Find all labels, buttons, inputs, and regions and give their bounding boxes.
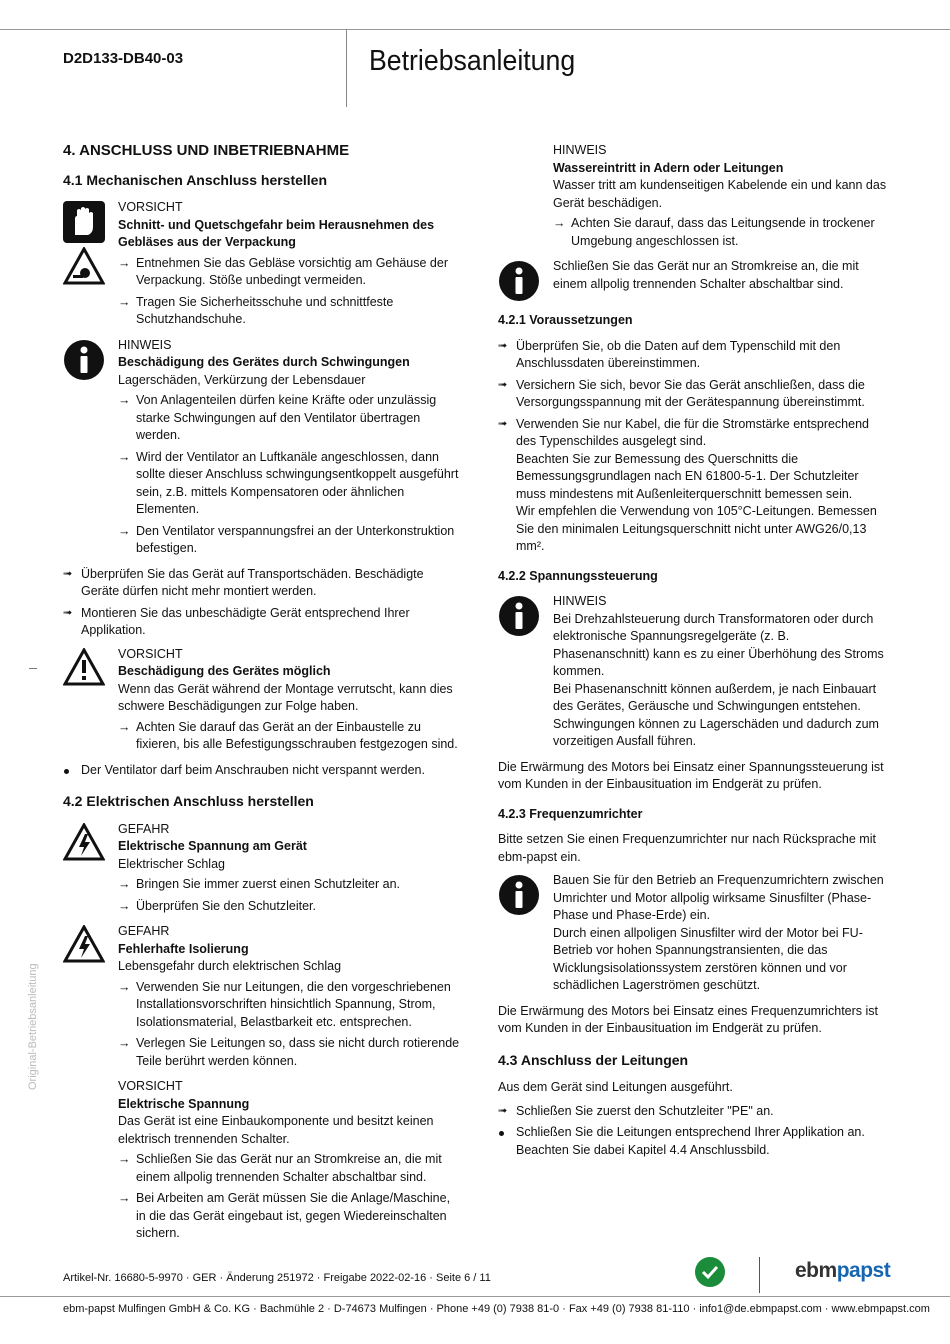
caution-callout-damage: VORSICHT Beschädigung des Gerätes möglich Wenn das Gerät während der Montage verrutscht, kann dies schwere Beschädigungen zur Folge haben. → Achten Sie darauf das Gerät an der Einbaustelle zu fixieren, bis alle Befestigungsschrauben festgezogen sind. [63,646,463,754]
model-number: D2D133-DB40-03 [63,50,184,67]
list-item: ➟ Schließen Sie zuerst den Schutzleiter "PE" an. [498,1103,774,1118]
danger-callout-insulation: GEFAHR Fehlerhafte Isolierung Lebensgefahr durch elektrischen Schlag → Verwenden Sie nur Leitungen, die den vorgeschriebenen Installationsvorschriften hinsichtlich Spannung, Strom, Isolationsmaterial, Belastbarkeit etc. entsprechen. → Verlegen Sie Leitungen so, dass sie nicht durch rotierende Teile berührt werden können. [63,923,463,1070]
section-422-heading: 4.2.2 Spannungssteuerung [498,568,658,583]
list-item: ➟ Montieren Sie das unbeschädigte Gerät entsprechend Ihrer Applikation. [63,605,410,637]
side-label: Original-Betriebsanleitung [27,963,39,1090]
section-42-heading: 4.2 Elektrischen Anschluss herstellen [63,793,314,809]
header-rule [0,29,950,30]
info-icon [498,595,540,637]
document-title: Betriebsanleitung [369,45,576,77]
caution-callout-cut: VORSICHT Schnitt- und Quetschgefahr beim Herausnehmen des Gebläses aus der Verpackung → Entnehmen Sie das Gebläse vorsichtig am Gehäuse der Verpackung. Stöße unbedingt vermeiden. → Tragen Sie Sicherheitsschuhe und schnittfeste Schutzhandschuhe. [63,199,463,329]
footer-rule [0,1296,950,1297]
list-item: ➟ Überprüfen Sie, ob die Daten auf dem Typenschild mit den Anschlussdaten übereinstimmen. [498,338,841,370]
list-item: Schließen Sie die Leitungen entsprechend Ihrer Applikation an. Beachten Sie dabei Kapitel 4.4 Anschlussbild. [498,1124,888,1159]
paragraph: Aus dem Gerät sind Leitungen ausgeführt. [498,1080,733,1094]
section-423-heading: 4.2.3 Frequenzumrichter [498,806,643,821]
section-41-heading: 4.1 Mechanischen Anschluss herstellen [63,171,328,188]
info-callout-switch: Schließen Sie das Gerät nur an Stromkreise an, die mit einem allpolig trennenden Schalter abschaltbar sind. [498,258,888,304]
green-tech-badge-icon [695,1257,725,1287]
header-divider [346,29,347,107]
notice-callout-voltage-control: HINWEIS Bei Drehzahlsteuerung durch Transformatoren oder durch elektronische Spannungsregelgeräte (z. B. Phasenanschnitt) kann es zu einer Überhöhung des Stroms kommen. Bei Phasenanschnitt können außerdem, je nach Einbauart des Gerätes, Geräusche und Schwingungen entstehen. Schwingungen können zu Lagerschäden und dadurch zum vorzeitigen Ausfall führen. [498,593,888,751]
article-info: Artikel-Nr. 16680-5-9970 · GER · Änderung 251972 · Freigabe 2022-02-16 · Seite 6 / 11 [63,1272,491,1284]
right-column [498,142,888,1163]
danger-callout-voltage: GEFAHR Elektrische Spannung am Gerät Elektrischer Schlag → Bringen Sie immer zuerst einen Schutzleiter an. → Überprüfen Sie den Schutzleiter. [63,821,463,916]
crush-warning-icon [63,247,105,289]
lightning-warning-icon [63,925,105,967]
paragraph: Die Erwärmung des Motors bei Einsatz eines Frequenzumrichters ist vom Kunden in der Einbausituation im Endgerät zu prüfen. [498,1003,879,1035]
info-icon [498,260,540,302]
info-icon [498,874,540,916]
section-421-heading: 4.2.1 Voraussetzungen [498,313,633,327]
list-item: ➟ Verwenden Sie nur Kabel, die für die Stromstärke entsprechend des Typenschildes ausgelegt sind. Beachten Sie zur Bemessung des Querschnitts die Bemessungsgrundlagen nach EN 61800-5-1. Der Schutzleiter muss mindestens mit Außenleiterquerschnitt bemessen sein. Wir empfehlen die Verwendung von 105°C-Leitungen. Bemessen Sie den minimalen Leitungsquerschnitt nicht unter AWG26/0,13 mm². [498,416,877,553]
fold-mark [29,668,37,669]
section-4-heading: 4. ANSCHLUSS UND INBETRIEBNAHME [63,142,350,159]
list-item: ➟ Versichern Sie sich, bevor Sie das Gerät anschließen, dass die Versorgungsspannung mit der Gerätespannung übereinstimmt. [498,377,865,409]
paragraph: Die Erwärmung des Motors bei Einsatz einer Spannungssteuerung ist vom Kunden in der Einbausituation im Endgerät zu prüfen. [498,759,884,791]
info-icon [63,339,105,381]
left-column [63,142,463,1251]
exclamation-warning-icon [63,648,105,690]
paragraph: Bitte setzen Sie einen Frequenzumrichter nur nach Rücksprache mit ebm-papst ein. [498,832,876,864]
company-logo: ebmpapst [795,1259,891,1282]
lightning-warning-icon [63,823,105,865]
caution-callout-voltage: VORSICHT Elektrische Spannung Das Gerät ist eine Einbaukomponente und besitzt keinen elektrisch trennenden Schalter. → Schließen Sie das Gerät nur an Stromkreise an, die mit einem allpolig trennenden Schalter abschaltbar sind. → Bei Arbeiten am Gerät müssen Sie die Anlage/Maschine, in die das Gerät eingebaut ist, gegen Wiedereinschalten sichern. [63,1078,463,1243]
info-callout-filter: Bauen Sie für den Betrieb an Frequenzumrichtern zwischen Umrichter und Motor allpolig wirksame Sinusfilter (Phase-Phase und Phase-Erde) ein. Durch einen allpoligen Sinusfilter wird der Motor bei FU-Betrieb vor hohen Spannungstransienten, die das Wicklungsisolationssystem zerstören können und vor schädlichen Lagerströmen geschützt. [498,872,888,995]
section-43-heading: 4.3 Anschluss der Leitungen [498,1051,689,1068]
list-item: ➟ Überprüfen Sie das Gerät auf Transportschäden. Beschädigte Geräte dürfen nicht mehr montiert werden. [63,566,424,598]
glove-icon [63,201,105,243]
notice-callout-water: HINWEIS Wassereintritt in Adern oder Leitungen Wasser tritt am kundenseitigen Kabelende ein und kann das Gerät beschädigen. → Achten Sie darauf, dass das Leitungsende in trockener Umgebung angeschlossen ist. [498,142,888,250]
list-item: Der Ventilator darf beim Anschrauben nicht verspannt werden. [63,762,463,780]
footer-divider [759,1257,760,1293]
company-address: ebm-papst Mulfingen GmbH & Co. KG · Bachmühle 2 · D-74673 Mulfingen · Phone +49 (0) 7938 81-0 · Fax +49 (0) 7938 81-110 · info1@de.ebmpapst.com · www.ebmpapst.com [63,1303,930,1315]
notice-callout-vibration: HINWEIS Beschädigung des Gerätes durch Schwingungen Lagerschäden, Verkürzung der Lebensdauer → Von Anlagenteilen dürfen keine Kräfte oder unzulässig starke Schwingungen auf den Ventilator übertragen werden. → Wird der Ventilator an Luftkanäle angeschlossen, dann sollte dieser Anschluss schwingungsentkoppelt ausgeführt sein, z.B. mittels Kompensatoren oder ähnlichen Elementen. → Den Ventilator verspannungsfrei an der Unterkonstruktion befestigen. [63,337,463,558]
